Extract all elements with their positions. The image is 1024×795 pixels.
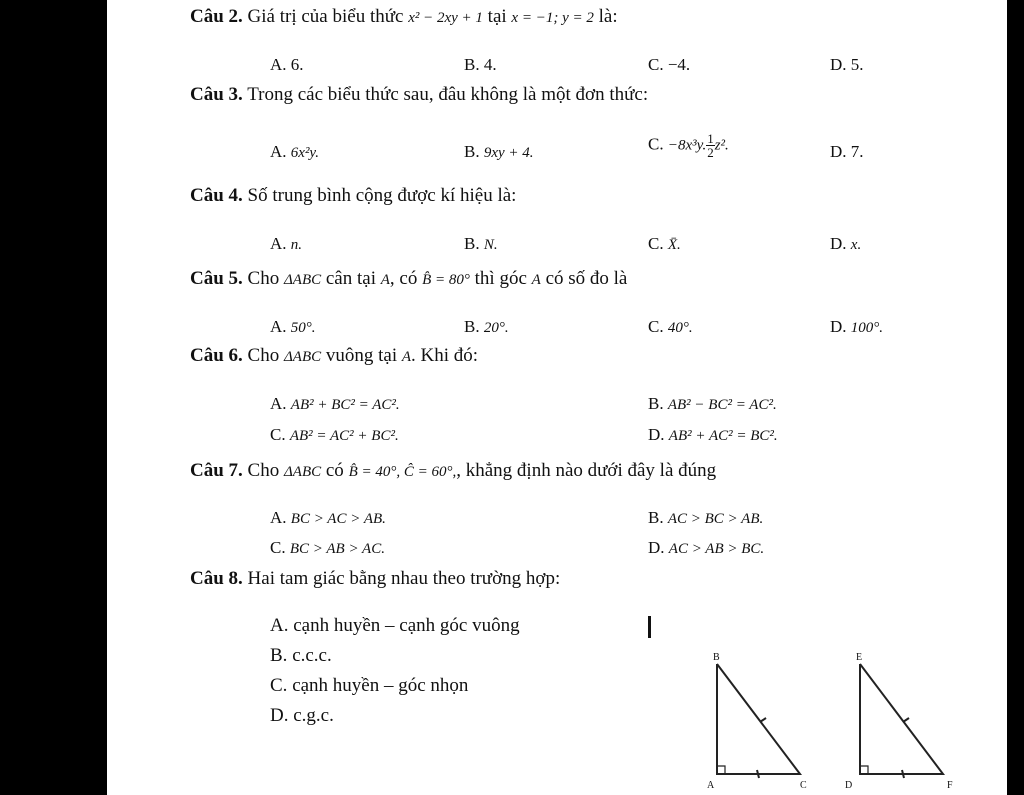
triangle-abc: [707, 652, 807, 791]
vertex-label-b: B: [713, 652, 720, 663]
option-a: A. 6.: [270, 55, 304, 74]
question-text: Trong các biểu thức sau, đâu không là một đơn thức:: [247, 84, 649, 105]
question-6: Câu 6. Cho ΔABC vuông tại A. Khi đó:: [190, 345, 479, 366]
option-c: C. cạnh huyền – góc nhọn: [270, 675, 469, 696]
question-text: Giá trị của biểu thức: [247, 6, 404, 27]
question-7: Câu 7. Cho ΔABC có B̂ = 40°, Ĉ = 60°,, khẳng định nào dưới đây là đúng: [190, 460, 717, 481]
option-d: D. AC > AB > BC.: [648, 538, 765, 557]
angle-value: B̂ = 80°: [422, 272, 470, 288]
text-cursor: [648, 616, 651, 638]
option-a: A. cạnh huyền – cạnh góc vuông: [270, 615, 520, 636]
question-label: Câu 5.: [190, 268, 243, 289]
option-d: D. x.: [830, 234, 862, 253]
option-b: B. N.: [464, 234, 498, 253]
question-text: Hai tam giác bằng nhau theo trường hợp:: [247, 568, 561, 589]
option-c: C. AB² = AC² + BC².: [270, 425, 399, 444]
question-5: Câu 5. Cho ΔABC cân tại A, có B̂ = 80° thì góc A có số đo là: [190, 268, 628, 289]
option-b: B. 4.: [464, 55, 497, 74]
option-a: A. AB² + BC² = AC².: [270, 394, 400, 413]
option-d: D. 5.: [830, 55, 864, 74]
question-4: [190, 185, 516, 207]
vertex-label-d: D: [845, 780, 853, 791]
option-c: C. BC > AB > AC.: [270, 538, 385, 557]
option-a: A. 6x²y.: [270, 142, 320, 161]
option-a: A. n.: [270, 234, 303, 253]
question-label: Câu 3.: [190, 84, 243, 105]
option-d: D. 7.: [830, 142, 864, 161]
vertex-label-a: A: [707, 780, 715, 791]
fraction: $\frac{1}{2}$: [707, 131, 714, 160]
triangles-figure: [697, 648, 977, 795]
option-b: B. c.c.c.: [270, 645, 332, 666]
question-text: tại: [487, 6, 507, 27]
triangle-symbol: ΔABC: [283, 464, 322, 480]
question-label: Câu 6.: [190, 345, 243, 366]
question-label: Câu 8.: [190, 568, 243, 589]
vertex-label-c: C: [800, 780, 807, 791]
vertex-label-f: F: [947, 780, 953, 791]
option-c: C. −8x³y. $\frac{1}{2}$ z².: [648, 131, 729, 160]
option-c: C. 40°.: [648, 317, 693, 336]
option-d: D. AB² + AC² = BC².: [648, 425, 778, 444]
math-expression: x² − 2xy + 1: [408, 10, 483, 26]
triangle-symbol: ΔABC: [283, 349, 322, 365]
option-b: B. AC > BC > AB.: [648, 508, 764, 527]
option-d: D. 100°.: [830, 317, 884, 336]
question-label: Câu 4.: [190, 185, 243, 206]
option-c: C. −4.: [648, 55, 691, 74]
question-8: [190, 568, 560, 590]
triangle-def: [845, 652, 953, 791]
question-label: Câu 7.: [190, 460, 243, 481]
option-b: B. 20°.: [464, 317, 509, 336]
option-d: D. c.g.c.: [270, 705, 334, 726]
worksheet-page: [107, 0, 1007, 795]
question-2: [190, 6, 618, 28]
vertex-label-e: E: [856, 652, 863, 663]
question-text: Số trung bình cộng được kí hiệu là:: [247, 185, 517, 206]
question-text: là:: [598, 6, 618, 27]
question-label: Câu 2.: [190, 6, 243, 27]
option-b: B. 9xy + 4.: [464, 142, 534, 161]
angle-values: B̂ = 40°, Ĉ = 60°,: [348, 464, 457, 480]
triangle-symbol: ΔABC: [283, 272, 322, 288]
option-b: B. AB² − BC² = AC².: [648, 394, 777, 413]
math-condition: x = −1; y = 2: [511, 10, 594, 26]
option-a: A. BC > AC > AB.: [270, 508, 386, 527]
question-3: [190, 84, 648, 106]
option-a: A. 50°.: [270, 317, 316, 336]
option-c: C. X̄.: [648, 234, 681, 253]
